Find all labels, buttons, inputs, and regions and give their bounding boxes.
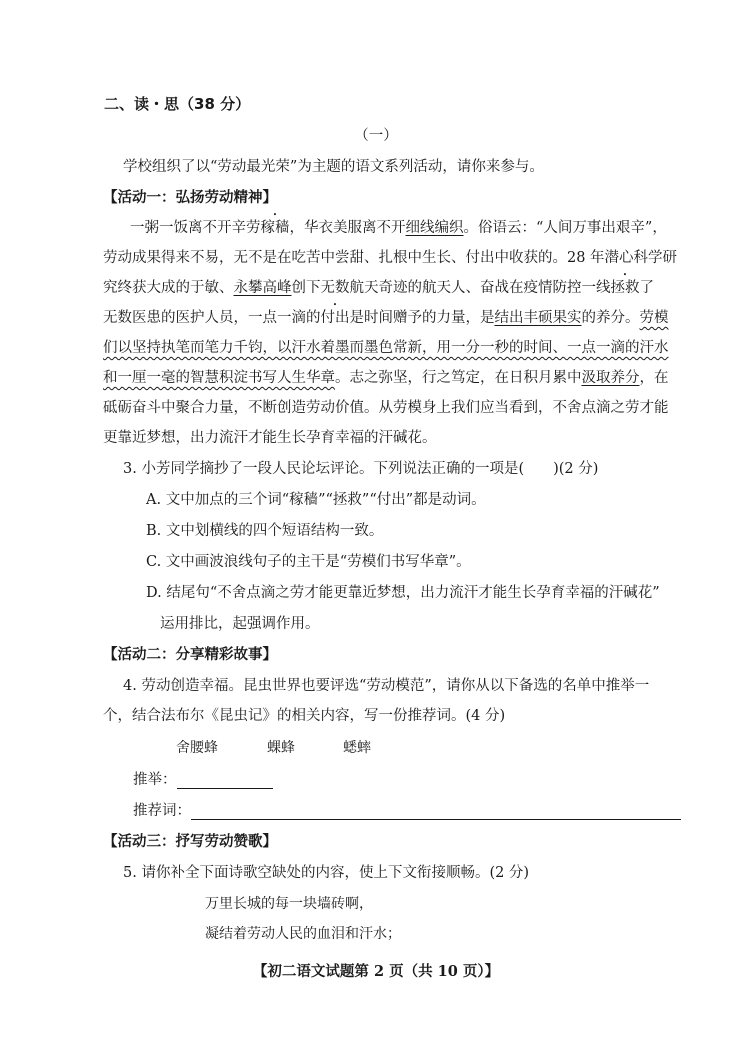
underlined-phrase-2: 永攀高峰	[233, 280, 292, 296]
passage-line-8: 更靠近梦想，出力流汗才能生长孕育幸福的汗碱花。	[103, 430, 437, 446]
section-title: 二、读・思（38 分）	[104, 95, 251, 113]
activity2-title: 【活动二：分享精彩故事】	[103, 647, 277, 663]
intro-text: 学校组织了以“劳动最光荣”为主题的语文系列活动，请你来参与。	[123, 159, 544, 175]
passage-line-4: 无数医患的医护人员，一点一滴的付出是时间赠予的力量，是结出丰硕果实的养分。劳模	[103, 310, 669, 326]
passage-line-1: 一粥一饭离不开辛劳稼穑，华衣美服离不开细线编织。俗语云：“人间万事出艰辛”，	[130, 220, 667, 236]
dotted-word-jiase: 稼穑	[260, 220, 290, 236]
nominate-blank[interactable]	[177, 774, 273, 789]
q3-option-b: B. 文中划横线的四个短语结构一致。	[146, 523, 384, 539]
activity3-title: 【活动三：抒写劳动赞歌】	[103, 834, 277, 850]
passage-line-3: 究终获大成的于敏、永攀高峰创下无数航天奇迹的航天人、奋战在疫情防控一线拯救了	[103, 280, 654, 296]
q5-stem: 5. 请你补全下面诗歌空缺处的内容，使上下文衔接顺畅。(2 分)	[123, 865, 530, 881]
dotted-word-fuchu: 付出	[320, 310, 350, 326]
q4-stem-2: 个，结合法布尔《昆虫记》的相关内容，写一份推荐词。(4 分)	[103, 708, 506, 724]
candidate-2: 蜾蜂	[267, 740, 295, 756]
q4-stem-1: 4. 劳动创造幸福。昆虫世界也要评选“劳动模范”，请你从以下备选的名单中推举一	[123, 678, 650, 694]
recommend-row	[133, 799, 681, 820]
underlined-phrase-3: 结出丰硕果实	[494, 310, 582, 326]
underlined-phrase-4: 汲取养分	[581, 370, 640, 386]
underlined-phrase-1: 细线编织	[405, 220, 464, 236]
passage-line-5	[103, 336, 669, 357]
q3-option-a: A. 文中加点的三个词“稼穑”“拯救”“付出”都是动词。	[146, 492, 486, 508]
dotted-word-zhengjiu: 拯救	[610, 280, 640, 296]
recommend-label: 推荐词：	[133, 803, 191, 819]
nominate-label: 推举：	[133, 772, 177, 788]
wavy-sentence-end: 和一厘一毫的智慧积淀书写人生华章	[103, 370, 335, 386]
q3-option-c: C. 文中画波浪线句子的主干是“劳模们书写华章”。	[146, 554, 471, 570]
q3-stem: 3. 小芳同学摘抄了一段人民论坛评论。下列说法正确的一项是( )(2 分)	[123, 461, 599, 477]
poem-line-1: 万里长城的每一块墙砖啊，	[205, 896, 373, 912]
wavy-sentence-start: 劳模	[639, 310, 669, 326]
passage-line-7: 砥砺奋斗中聚合力量，不断创造劳动价值。从劳模身上我们应当看到，不舍点滴之劳才能	[103, 400, 669, 416]
q3-option-d: D. 结尾句“不舍点滴之劳才能更靠近梦想，出力流汗才能生长孕育幸福的汗碱花”	[146, 585, 660, 601]
passage-line-2: 劳动成果得来不易，无不是在吃苦中尝甜、扎根中生长、付出中收获的。28 年潜心科学研	[103, 250, 678, 266]
candidate-1: 舍腰蜂	[176, 740, 218, 756]
nominate-row	[133, 768, 273, 789]
q3-option-d-cont: 运用排比，起强调作用。	[160, 616, 320, 632]
wavy-sentence-mid: 们以坚持执笔而笔力千钧，以汗水着墨而墨色常新，用一分一秒的时间、一点一滴的汗水	[103, 340, 669, 356]
page-footer: 【初二语文试题第 2 页（共 10 页）】	[252, 963, 500, 980]
subsection-title: （一）	[354, 128, 398, 144]
poem-line-2: 凝结着劳动人民的血泪和汗水；	[205, 926, 401, 942]
candidate-3: 蟋蟀	[343, 740, 371, 756]
passage-line-6: 和一厘一毫的智慧积淀书写人生华章。志之弥坚，行之笃定，在日积月累中汲取养分，在	[103, 370, 669, 386]
recommend-blank[interactable]	[191, 805, 681, 820]
activity1-title: 【活动一：弘扬劳动精神】	[103, 190, 277, 206]
